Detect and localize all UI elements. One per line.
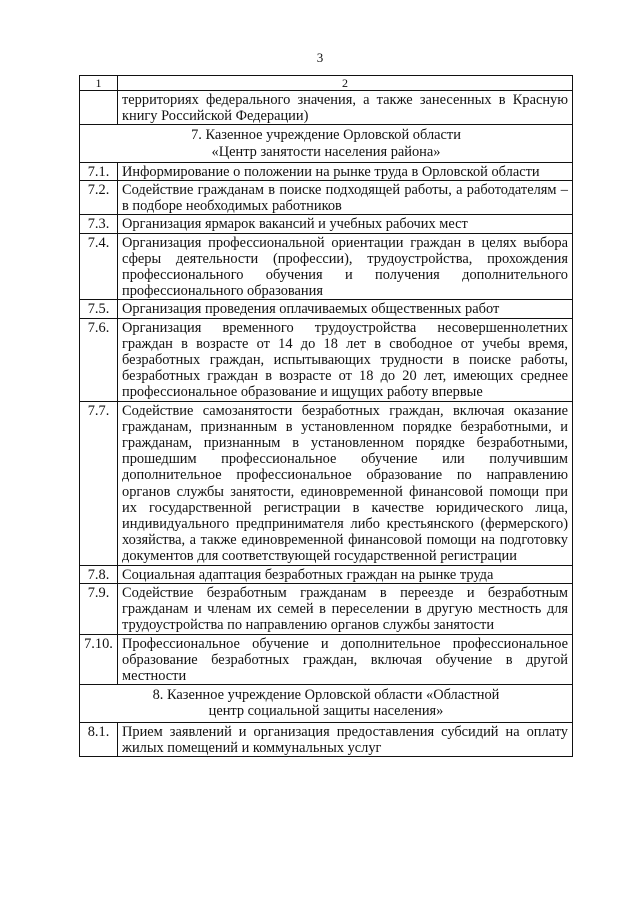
table-row <box>80 162 573 180</box>
item-text: Организация ярмарок вакансий и учебных рабочих мест <box>118 215 573 233</box>
section-title-line: «Центр занятости населения района» <box>211 143 441 160</box>
item-text: Содействие гражданам в поиске подходящей работы, а работодателям – в подборе необходимых работников <box>118 181 573 215</box>
page-number: 3 <box>316 50 324 65</box>
section-header-row <box>80 685 573 722</box>
table-row <box>80 583 573 634</box>
item-number: 7.6. <box>80 318 118 401</box>
table-row <box>80 300 573 318</box>
item-number: 7.3. <box>80 215 118 233</box>
table-row <box>80 233 573 300</box>
services-table-body <box>80 76 573 757</box>
item-text: Социальная адаптация безработных граждан на рынке труда <box>118 565 573 583</box>
item-text: Организация проведения оплачиваемых общественных работ <box>118 300 573 318</box>
item-number: 7.9. <box>80 583 118 634</box>
table-row <box>80 565 573 583</box>
item-number: 7.4. <box>80 233 118 300</box>
section-title <box>80 125 573 162</box>
item-number: 7.1. <box>80 162 118 180</box>
table-row <box>80 401 573 565</box>
item-number: 7.5. <box>80 300 118 318</box>
item-number: 7.10. <box>80 634 118 685</box>
item-number: 7.7. <box>80 401 118 565</box>
item-text: Организация профессиональной ориентации граждан в целях выбора сферы деятельности (профессии), трудоустройства, прохождения профессионального обучения и получения дополнительного профессионального образования <box>118 233 573 300</box>
item-text: Содействие безработным гражданам в переезде и безработным гражданам и членам их семей в переселении в другую местность для трудоустройства по направлению органов службы занятости <box>118 583 573 634</box>
section-title <box>80 685 573 722</box>
section-header-row <box>80 125 573 162</box>
table-row <box>80 634 573 685</box>
services-table <box>79 75 573 757</box>
section-title-line: 7. Казенное учреждение Орловской области <box>191 127 461 144</box>
section-title-line: 8. Казенное учреждение Орловской области «Областной <box>152 687 500 704</box>
table-row <box>80 318 573 401</box>
item-text: Прием заявлений и организация предоставления субсидий на оплату жилых помещений и коммунальных услуг <box>118 722 573 756</box>
table-row <box>80 91 573 125</box>
item-text: территориях федерального значения, а также занесенных в Красную книгу Российской Федерации) <box>118 91 573 125</box>
section-title-line: центр социальной защиты населения» <box>208 703 444 720</box>
item-number <box>80 91 118 125</box>
item-text: Информирование о положении на рынке труда в Орловской области <box>118 162 573 180</box>
item-number: 7.2. <box>80 181 118 215</box>
table-row <box>80 181 573 215</box>
table-row <box>80 722 573 756</box>
header-col-2: 2 <box>118 76 573 91</box>
item-text: Профессиональное обучение и дополнительное профессиональное образование безработных граждан, включая обучение в другой местности <box>118 634 573 685</box>
item-text: Содействие самозанятости безработных граждан, включая оказание гражданам, признанным в установленном порядке безработными, и гражданам, признанным в установленном порядке безработными, прошедшим профессиональное обучение или получившим дополнительное профессиональное образование по направлению органов службы занятости, единовременной финансовой помощи при их государственной регистрации в качестве юридического лица, индивидуального предпринимателя либо крестьянского (фермерского) хозяйства, а также единовременной финансовой помощи на подготовку документов для соответствующей государственной регистрации <box>118 401 573 565</box>
item-number: 7.8. <box>80 565 118 583</box>
item-text: Организация временного трудоустройства несовершеннолетних граждан в возрасте от 14 до 18 лет в свободное от учебы время, безработных граждан, испытывающих трудности в поиске работы, безработных граждан в возрасте от 18 до 20 лет, имеющих среднее профессиональное образование и ищущих работу впервые <box>118 318 573 401</box>
header-col-1: 1 <box>80 76 118 91</box>
item-number: 8.1. <box>80 722 118 756</box>
table-header-row <box>80 76 573 91</box>
table-row <box>80 215 573 233</box>
